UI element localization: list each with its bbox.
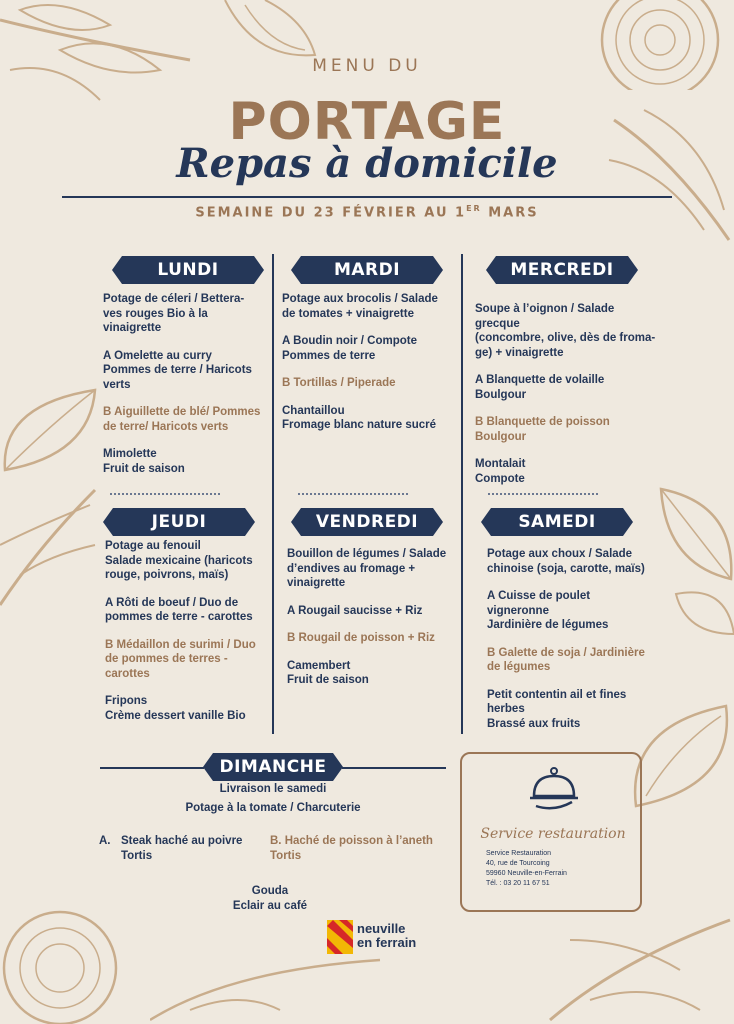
day-items: [272, 292, 462, 433]
menu-item: B Rougail de poisson + Riz: [287, 632, 435, 644]
menu-item: Fripons Crème dessert vanille Bio: [105, 695, 246, 722]
service-line: Tél. : 03 20 11 67 51: [486, 880, 550, 887]
service-address: [486, 849, 567, 889]
menu-item: Montalait Compote: [475, 458, 526, 485]
dimanche-option-a: Steak haché au poivre Tortis: [121, 835, 243, 862]
day-items: [84, 539, 274, 723]
dimanche-option-a-letter: A.: [99, 835, 111, 847]
day-badge: MARDI: [301, 256, 433, 284]
herb-illustration-bottom: [150, 950, 390, 1024]
onion-slice-illustration-top-right: [598, 0, 728, 90]
menu-item: B Aiguillette de blé/ Pommes de terre/ Haricots verts: [103, 406, 261, 433]
service-line: 40, rue de Tourcoing: [486, 860, 550, 867]
menu-item: B Galette de soja / Jardinière de légumes: [487, 646, 645, 673]
menu-item: Bouillon de légumes / Salade d’endives au fromage + vinaigrette: [287, 548, 447, 589]
onion-slice-illustration-bottom-left: [0, 900, 130, 1024]
day-items: [462, 547, 652, 731]
dimanche-badge: DIMANCHE: [213, 753, 333, 781]
week-range-suffix: MARS: [481, 205, 539, 221]
menu-item: A Boudin noir / Compote Pommes de terre: [282, 335, 418, 362]
day-badge: VENDREDI: [301, 508, 433, 536]
day-items: [93, 292, 283, 476]
service-line: Service Restauration: [486, 850, 551, 857]
day-badge: SAMEDI: [491, 508, 623, 536]
menu-item: Soupe à l’oignon / Salade grecque (concombre, olive, dès de froma- ge) + vinaigrette: [475, 303, 656, 359]
row-divider-2: [298, 493, 408, 495]
day-badge: JEUDI: [113, 508, 245, 536]
service-line: 59960 Neuville-en-Ferrain: [486, 870, 567, 877]
dimanche-option-b: B. Haché de poisson à l’aneth Tortis: [270, 835, 433, 862]
day-vendredi: [272, 508, 462, 701]
menu-item: Mimolette Fruit de saison: [103, 448, 185, 475]
menu-item: Potage au fenouil Salade mexicaine (haricots rouge, poivrons, maïs): [105, 540, 253, 581]
day-lundi: [93, 256, 283, 489]
herb-illustration-bottom-right: [540, 900, 734, 1024]
service-title: Service restauration: [480, 826, 626, 842]
day-mardi: [272, 256, 462, 446]
dimanche-dessert: Gouda Eclair au café: [232, 885, 308, 912]
week-range-sup: ER: [466, 204, 482, 213]
week-range-prefix: SEMAINE DU 23 FÉVRIER AU 1: [195, 205, 467, 221]
day-badge: LUNDI: [122, 256, 254, 284]
header-divider: [62, 196, 672, 198]
service-card: [460, 752, 642, 912]
menu-item: Potage de céleri / Bettera- ves rouges Bio à la vinaigrette: [103, 293, 245, 334]
page-title: PORTAGE: [228, 92, 506, 152]
page-subtitle: Repas à domicile: [176, 140, 558, 187]
dimanche-rule-right: [342, 767, 446, 769]
day-badge: MERCREDI: [496, 256, 628, 284]
menu-item: A Omelette au curry Pommes de terre / Haricots verts: [103, 349, 252, 391]
menu-item: B Blanquette de poisson Boulgour: [475, 416, 610, 443]
dimanche-rule-left: [100, 767, 204, 769]
menu-item: Potage aux choux / Salade chinoise (soja, carotte, maïs): [487, 548, 645, 575]
menu-item: B Tortillas / Piperade: [282, 377, 396, 389]
dimanche-delivery: Livraison le samedi: [219, 783, 327, 795]
week-range: [0, 204, 734, 220]
header-kicker: MENU DU: [312, 56, 422, 76]
menu-item: Camembert Fruit de saison: [287, 659, 369, 686]
day-items: [272, 547, 462, 688]
menu-item: Petit contentin ail et fines herbes Brassé aux fruits: [487, 688, 627, 730]
menu-item: B Médaillon de surimi / Duo de pommes de terres - carottes: [105, 638, 256, 680]
logo-text: [357, 922, 416, 950]
day-items: [462, 302, 662, 486]
menu-item: A Rougail saucisse + Riz: [287, 604, 423, 617]
day-mercredi: [462, 256, 662, 499]
dimanche-starter: Potage à la tomate / Charcuterie: [185, 802, 361, 814]
logo-line1: neuville: [357, 921, 406, 936]
cloche-icon: [526, 766, 582, 819]
neuville-logo: [327, 918, 417, 958]
menu-item: Potage aux brocolis / Salade de tomates + vinaigrette: [282, 293, 438, 320]
row-divider-1: [110, 493, 220, 495]
menu-item: A Blanquette de volaille Boulgour: [475, 374, 605, 401]
logo-line2: en ferrain: [357, 935, 417, 950]
day-samedi: [462, 508, 652, 744]
menu-item: A Rôti de boeuf / Duo de pommes de terre - carottes: [105, 596, 253, 623]
day-jeudi: [84, 508, 274, 736]
menu-item: A Cuisse de poulet vigneronne Jardinière de légumes: [487, 590, 609, 631]
leaf-illustration-right: [656, 484, 734, 644]
leaf-illustration-left: [0, 385, 100, 475]
coat-of-arms-icon: [327, 920, 353, 954]
menu-item: Chantaillou Fromage blanc nature sucré: [282, 404, 437, 431]
